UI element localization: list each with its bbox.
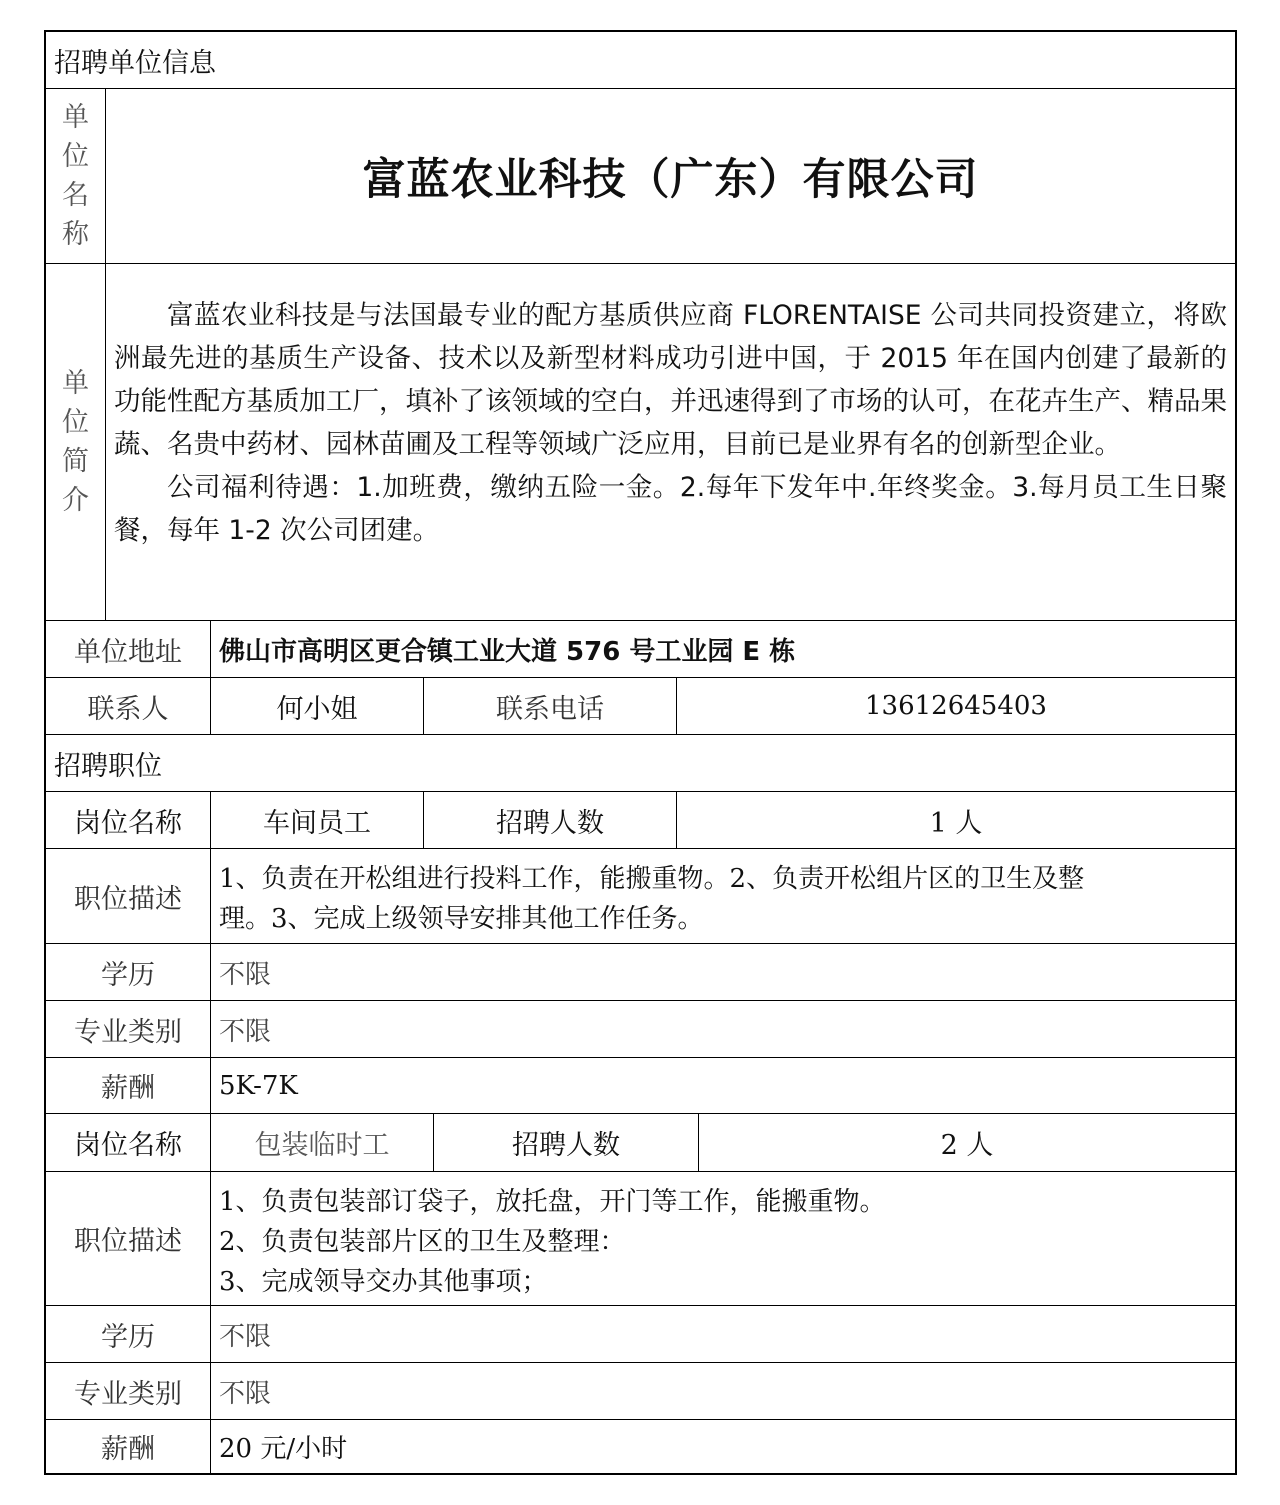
position-1-desc-row	[46, 849, 1235, 944]
position-title: 包装临时工	[211, 1114, 434, 1171]
position-2-title-row	[46, 1114, 1235, 1172]
recruitment-form	[44, 30, 1237, 1475]
address-row	[46, 621, 1235, 678]
headcount-label: 招聘人数	[424, 792, 677, 848]
position-2-desc-row	[46, 1172, 1235, 1306]
company-name: 富蓝农业科技（广东）有限公司	[362, 154, 979, 205]
address-value: 佛山市高明区更合镇工业大道 576 号工业园 E 栋	[219, 636, 796, 667]
headcount-value: 1 人	[929, 807, 983, 839]
section-title: 招聘职位	[54, 750, 162, 782]
major-value: 不限	[219, 1016, 272, 1047]
education-value: 不限	[219, 1321, 272, 1352]
salary-value: 5K-7K	[219, 1070, 298, 1101]
major-label: 专业类别	[46, 1001, 211, 1057]
position-1-edu-row	[46, 944, 1235, 1001]
salary-label: 薪酬	[46, 1058, 211, 1113]
company-intro	[106, 264, 1235, 620]
education-label: 学历	[46, 944, 211, 1000]
contact-value: 何小姐	[211, 678, 424, 734]
job-desc-label: 职位描述	[46, 1172, 211, 1305]
position-title: 车间员工	[211, 792, 424, 848]
position-1-title-row	[46, 792, 1235, 849]
position-2-edu-row	[46, 1306, 1235, 1363]
job-desc-line: 1、负责在开松组进行投料工作，能搬重物。2、负责开松组片区的卫生及整	[219, 864, 1085, 894]
education-value: 不限	[219, 959, 272, 990]
job-desc-line: 1、负责包装部订袋子，放托盘，开门等工作，能搬重物。	[219, 1187, 886, 1217]
contact-row	[46, 678, 1235, 735]
job-desc-line: 理。3、完成上级领导安排其他工作任务。	[219, 904, 704, 934]
headcount-value: 2 人	[940, 1130, 994, 1161]
company-benefits-paragraph: 公司福利待遇：1.加班费，缴纳五险一金。2.每年下发年中.年终奖金。3.每月员工生日聚餐，每年 1-2 次公司团建。	[114, 472, 1227, 546]
job-desc-line: 2、负责包装部片区的卫生及整理：	[219, 1227, 626, 1257]
company-intro-row	[46, 264, 1235, 621]
major-label: 专业类别	[46, 1363, 211, 1419]
position-2-salary-row	[46, 1420, 1235, 1473]
address-label: 单位地址	[46, 621, 211, 677]
position-2-major-row	[46, 1363, 1235, 1420]
company-name-label: 单 位 名 称	[46, 89, 106, 263]
major-value: 不限	[219, 1378, 272, 1409]
position-title-label: 岗位名称	[46, 792, 211, 848]
phone-label: 联系电话	[424, 678, 677, 734]
salary-label: 薪酬	[46, 1420, 211, 1473]
section-title: 招聘单位信息	[54, 47, 216, 79]
job-desc-line: 3、完成领导交办其他事项；	[219, 1267, 548, 1297]
section-header-company	[46, 32, 1235, 89]
position-1-major-row	[46, 1001, 1235, 1058]
company-name-row	[46, 89, 1235, 264]
position-title-label: 岗位名称	[46, 1114, 211, 1171]
company-intro-label: 单 位 简 介	[46, 264, 106, 620]
job-desc	[211, 849, 1235, 943]
section-header-positions	[46, 735, 1235, 792]
company-intro-paragraph: 富蓝农业科技是与法国最专业的配方基质供应商 FLORENTAISE 公司共同投资建立，将欧洲最先进的基质生产设备、技术以及新型材料成功引进中国，于 2015 年在国内创建了最新的功能性配方基质加工厂，填补了该领域的空白，并迅速得到了市场的认可，在花卉生产、精品果蔬、名贵中药材、园林苗圃及工程等领域广泛应用，目前已是业界有名的创新型企业。	[114, 300, 1227, 460]
position-1-salary-row	[46, 1058, 1235, 1114]
salary-value: 20 元/小时	[219, 1434, 348, 1464]
headcount-label: 招聘人数	[434, 1114, 699, 1171]
education-label: 学历	[46, 1306, 211, 1362]
job-desc	[211, 1172, 1235, 1305]
contact-label: 联系人	[46, 678, 211, 734]
job-desc-label: 职位描述	[46, 849, 211, 943]
phone-value: 13612645403	[865, 691, 1047, 721]
